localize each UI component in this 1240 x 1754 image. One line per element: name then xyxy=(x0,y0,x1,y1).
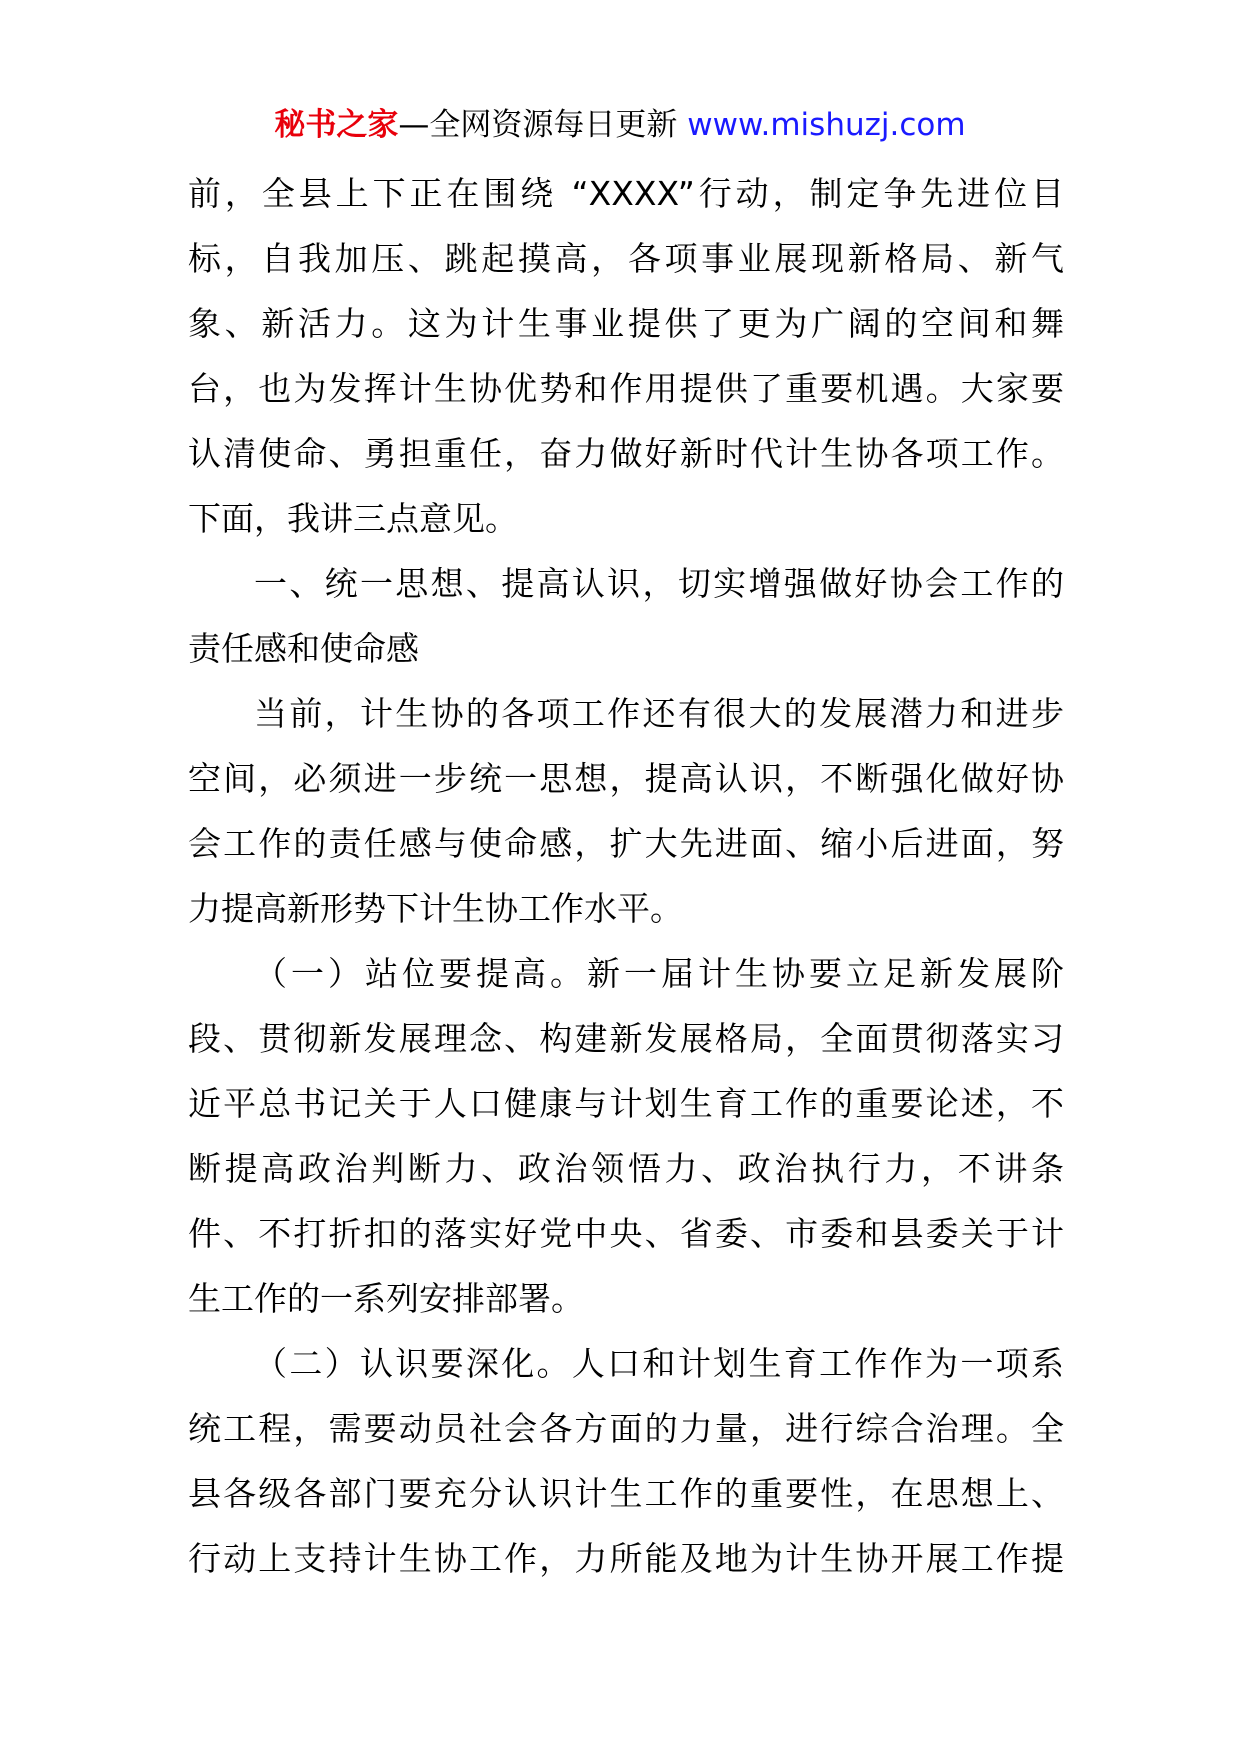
text-line: 统工程，需要动员社会各方面的力量，进行综合治理。全 xyxy=(188,1409,1064,1448)
section-heading: 责任感和使命感 xyxy=(188,629,419,668)
site-brand: 秘书之家 xyxy=(274,107,399,143)
text-line: 近平总书记关于人口健康与计划生育工作的重要论述，不 xyxy=(188,1084,1064,1123)
text-line: 生工作的一系列安排部署。 xyxy=(188,1279,584,1318)
text-line: 断提高政治判断力、政治领悟力、政治执行力，不讲条 xyxy=(188,1149,1064,1188)
text-line: 行动上支持计生协工作，力所能及地为计生协开展工作提 xyxy=(188,1539,1064,1578)
site-header xyxy=(0,100,1240,150)
text-line: 会工作的责任感与使命感，扩大先进面、缩小后进面，努 xyxy=(188,824,1064,863)
text-line: 标，自我加压、跳起摸高，各项事业展现新格局、新气 xyxy=(188,239,1064,278)
text-line: 台，也为发挥计生协优势和作用提供了重要机遇。大家要 xyxy=(188,369,1064,408)
text-line: 空间，必须进一步统一思想，提高认识，不断强化做好协 xyxy=(188,759,1064,798)
text-line: 当前，计生协的各项工作还有很大的发展潜力和进步 xyxy=(254,694,1064,733)
subsection-line: （一）站位要提高。新一届计生协要立足新发展阶 xyxy=(254,954,1064,993)
text-line: 象、新活力。这为计生事业提供了更为广阔的空间和舞 xyxy=(188,304,1064,343)
section-heading: 一、统一思想、提高认识，切实增强做好协会工作的 xyxy=(254,564,1064,603)
text-line: 认清使命、勇担重任，奋力做好新时代计生协各项工作。 xyxy=(188,434,1064,473)
text-line: 县各级各部门要充分认识计生工作的重要性，在思想上、 xyxy=(188,1474,1064,1513)
text-line: 段、贯彻新发展理念、构建新发展格局，全面贯彻落实习 xyxy=(188,1019,1064,1058)
document-body xyxy=(188,161,1064,1591)
subsection-line: （二）认识要深化。人口和计划生育工作作为一项系 xyxy=(254,1344,1064,1383)
text-line: 下面，我讲三点意见。 xyxy=(188,499,518,538)
text-line: 件、不打折扣的落实好党中央、省委、市委和县委关于计 xyxy=(188,1214,1064,1253)
site-url-link[interactable]: www.mishuzj.com xyxy=(687,107,966,143)
text-line: 力提高新形势下计生协工作水平。 xyxy=(188,889,683,928)
site-tagline: —全网资源每日更新 xyxy=(398,107,688,143)
text-line: 前，全县上下正在围绕 “XXXX”行动，制定争先进位目 xyxy=(188,174,1064,213)
